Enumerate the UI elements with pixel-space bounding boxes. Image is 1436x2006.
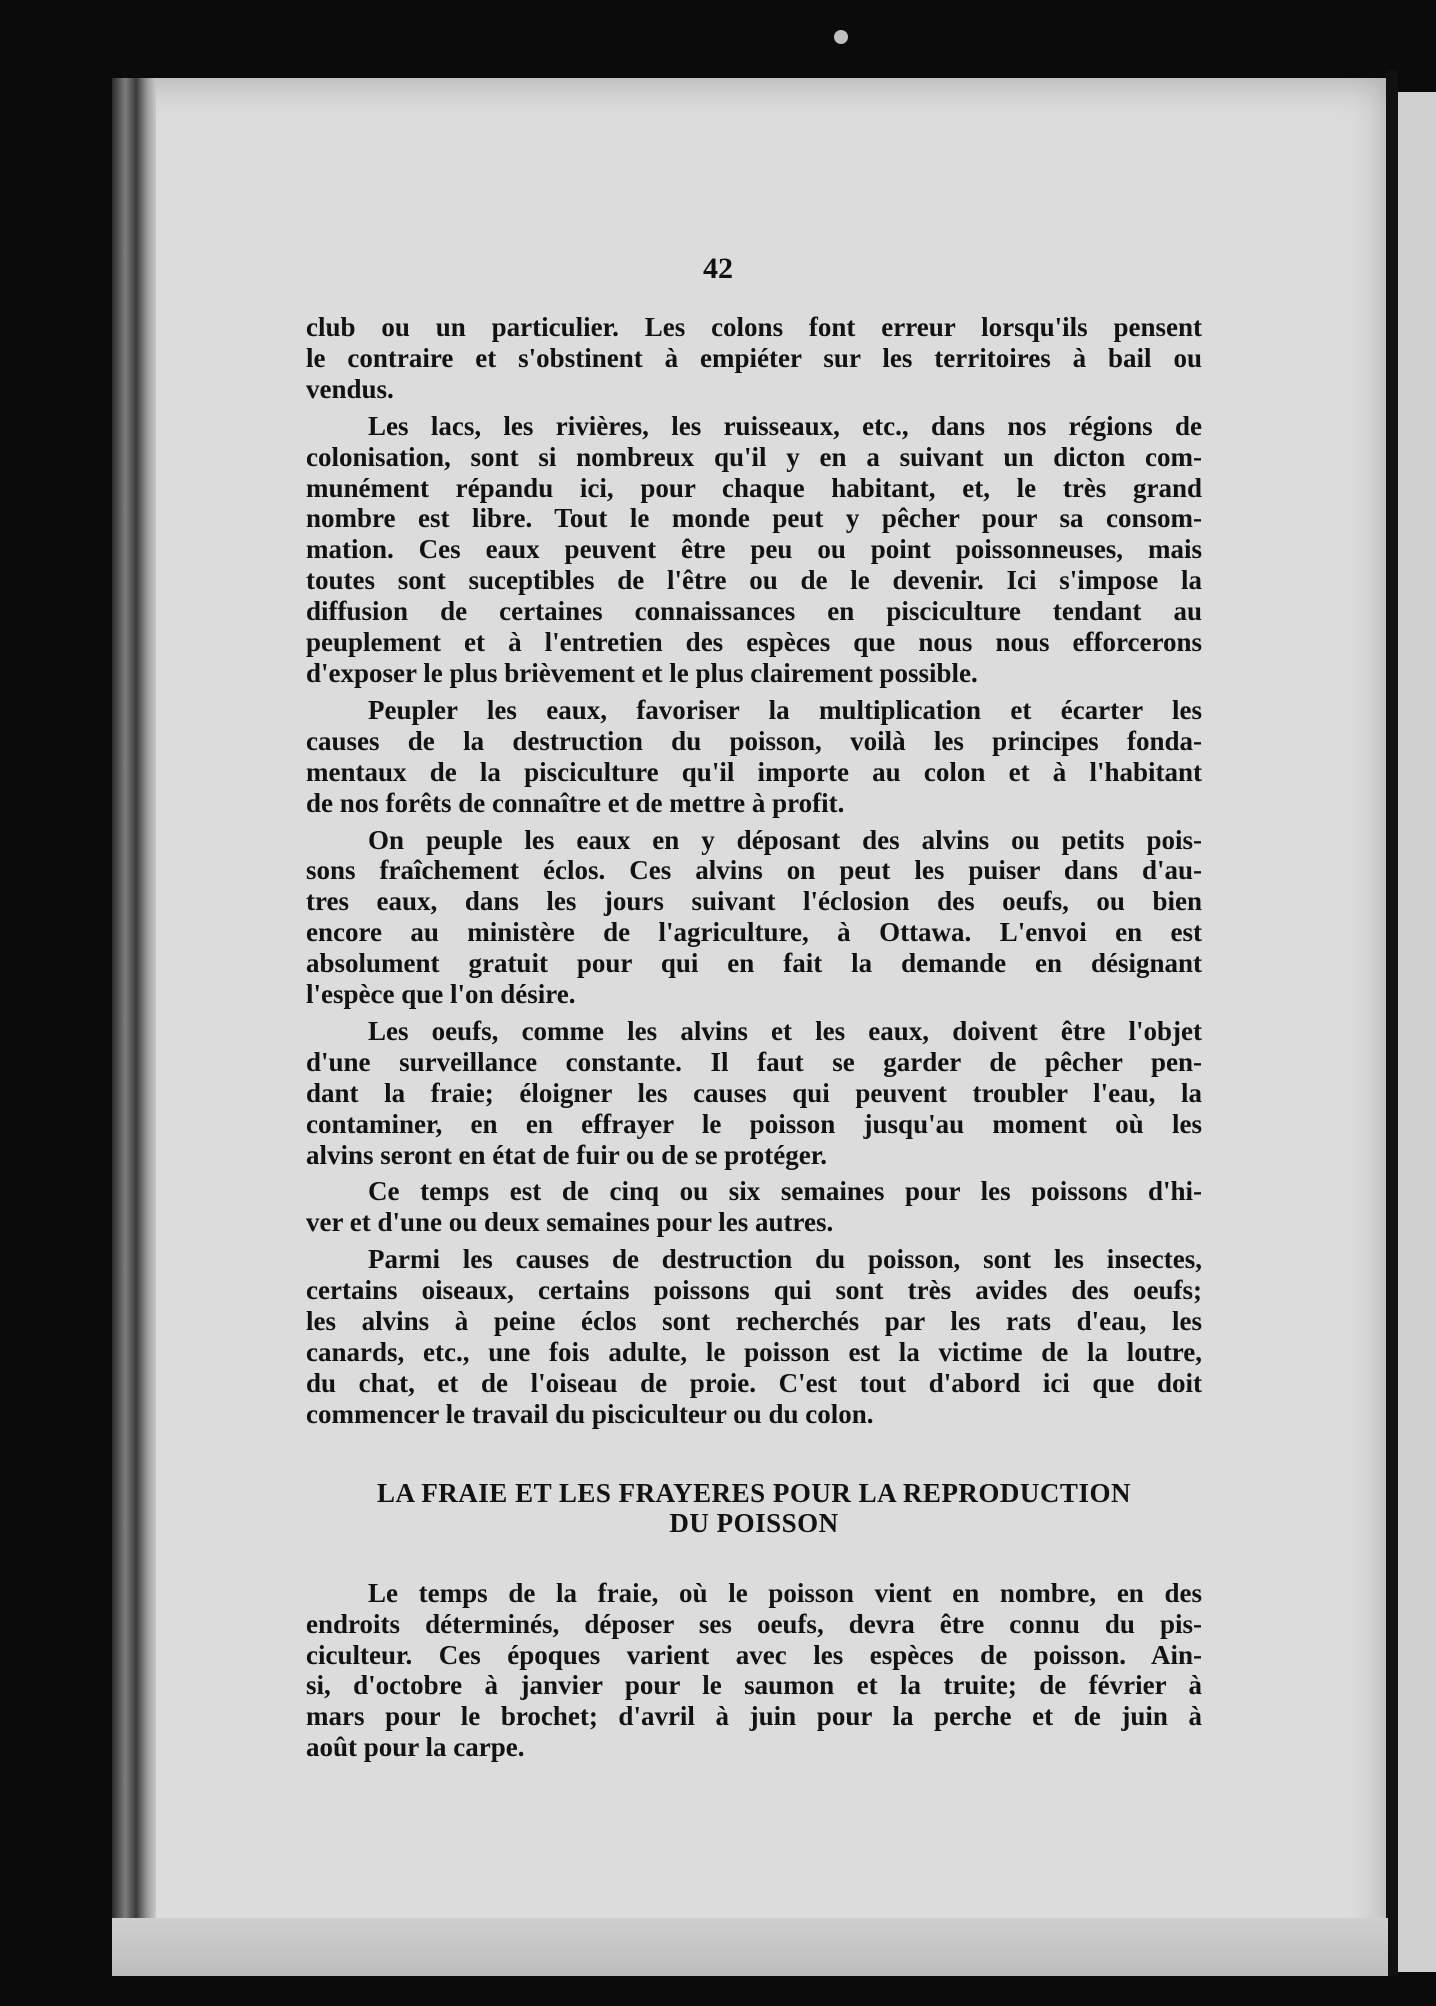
text-line: mars pour le brochet; d'avril à juin pour la perche et de juin à [306,1701,1202,1732]
section-heading-line-1: LA FRAIE ET LES FRAYERES POUR LA REPRODUCTION [377,1477,1131,1508]
text-line: mentaux de la pisciculture qu'il importe au colon et à l'habitant [306,756,1202,787]
text-line: Le temps de la fraie, où le poisson vient en nombre, en des [368,1577,1202,1608]
paragraph [306,1016,1202,1171]
page-number: 42 [703,252,733,285]
text-line: Ce temps est de cinq ou six semaines pour les poissons d'hi- [368,1176,1202,1207]
text-line: tres eaux, dans les jours suivant l'éclosion des oeufs, ou bien [306,886,1202,917]
text-line: colonisation, sont si nombreux qu'il y en a suivant un dicton com- [306,441,1202,472]
paragraph [306,695,1202,819]
text-line: alvins seront en état de fuir ou de se protéger. [306,1139,827,1170]
scan-speck [834,30,848,44]
text-line: Peupler les eaux, favoriser la multiplication et écarter les [368,694,1202,725]
paragraph [306,1578,1202,1763]
text-line: ver et d'une ou deux semaines pour les autres. [306,1207,834,1238]
text-line: du chat, et de l'oiseau de proie. C'est tout d'abord ici que doit [306,1367,1202,1398]
text-line: toutes sont suceptibles de l'être ou de le devenir. Ici s'impose la [306,565,1202,596]
page-body [306,312,1202,1769]
body-paragraphs-before-heading [306,312,1202,1430]
text-line: août pour la carpe. [306,1732,525,1763]
text-line: le contraire et s'obstinent à empiéter sur les territoires à bail ou [306,342,1202,373]
text-line: encore au ministère de l'agriculture, à Ottawa. L'envoi en est [306,917,1202,948]
text-line: si, d'octobre à janvier pour le saumon et la truite; de février à [306,1670,1202,1701]
text-line: diffusion de certaines connaissances en pisciculture tendant au [306,596,1202,627]
section-heading [306,1478,1202,1538]
paragraph [306,1244,1202,1429]
paragraph [306,1176,1202,1238]
page-gutter [1386,70,1398,1976]
text-line: absolument gratuit pour qui en fait la demande en désignant [306,948,1202,979]
body-paragraphs-after-heading [306,1578,1202,1763]
text-line: l'espèce que l'on désire. [306,979,576,1010]
text-line: nombre est libre. Tout le monde peut y pêcher pour sa consom- [306,503,1202,534]
paragraph [306,312,1202,405]
text-line: Les lacs, les rivières, les ruisseaux, etc., dans nos régions de [368,410,1202,441]
text-line: certains oiseaux, certains poissons qui sont très avides des oeufs; [306,1275,1202,1306]
page-binding-edge [112,78,156,1976]
text-line: endroits déterminés, déposer ses oeufs, devra être connu du pis- [306,1608,1202,1639]
text-line: Les oeufs, comme les alvins et les eaux, doivent être l'objet [368,1015,1202,1046]
text-line: les alvins à peine éclos sont recherchés par les rats d'eau, les [306,1306,1202,1337]
text-line: munément répandu ici, pour chaque habitant, et, le très grand [306,472,1202,503]
adjacent-page-edge [1398,92,1436,1972]
text-line: causes de la destruction du poisson, voilà les principes fonda- [306,725,1202,756]
text-line: d'exposer le plus brièvement et le plus clairement possible. [306,657,978,688]
text-line: ciculteur. Ces époques varient avec les espèces de poisson. Ain- [306,1639,1202,1670]
text-line: sons fraîchement éclos. Ces alvins on peut les puiser dans d'au- [306,855,1202,886]
text-line: d'une surveillance constante. Il faut se garder de pêcher pen- [306,1046,1202,1077]
text-line: Parmi les causes de destruction du poisson, sont les insectes, [368,1244,1202,1275]
text-line: commencer le travail du pisciculteur ou du colon. [306,1398,874,1429]
text-line: contaminer, en en effrayer le poisson jusqu'au moment où les [306,1108,1202,1139]
text-line: de nos forêts de connaître et de mettre à profit. [306,787,845,818]
paragraph [306,825,1202,1010]
text-line: dant la fraie; éloigner les causes qui peuvent troubler l'eau, la [306,1077,1202,1108]
text-line: peuplement et à l'entretien des espèces que nous nous efforcerons [306,627,1202,658]
section-heading-line-2: DU POISSON [669,1507,839,1538]
text-line: club ou un particulier. Les colons font erreur lorsqu'ils pensent [306,312,1202,342]
page-bottom-margin [112,1918,1388,1976]
text-line: mation. Ces eaux peuvent être peu ou point poissonneuses, mais [306,534,1202,565]
text-line: vendus. [306,373,394,404]
text-line: canards, etc., une fois adulte, le poisson est la victime de la loutre, [306,1337,1202,1367]
paragraph [306,411,1202,689]
text-line: On peuple les eaux en y déposant des alvins ou petits pois- [368,824,1202,855]
